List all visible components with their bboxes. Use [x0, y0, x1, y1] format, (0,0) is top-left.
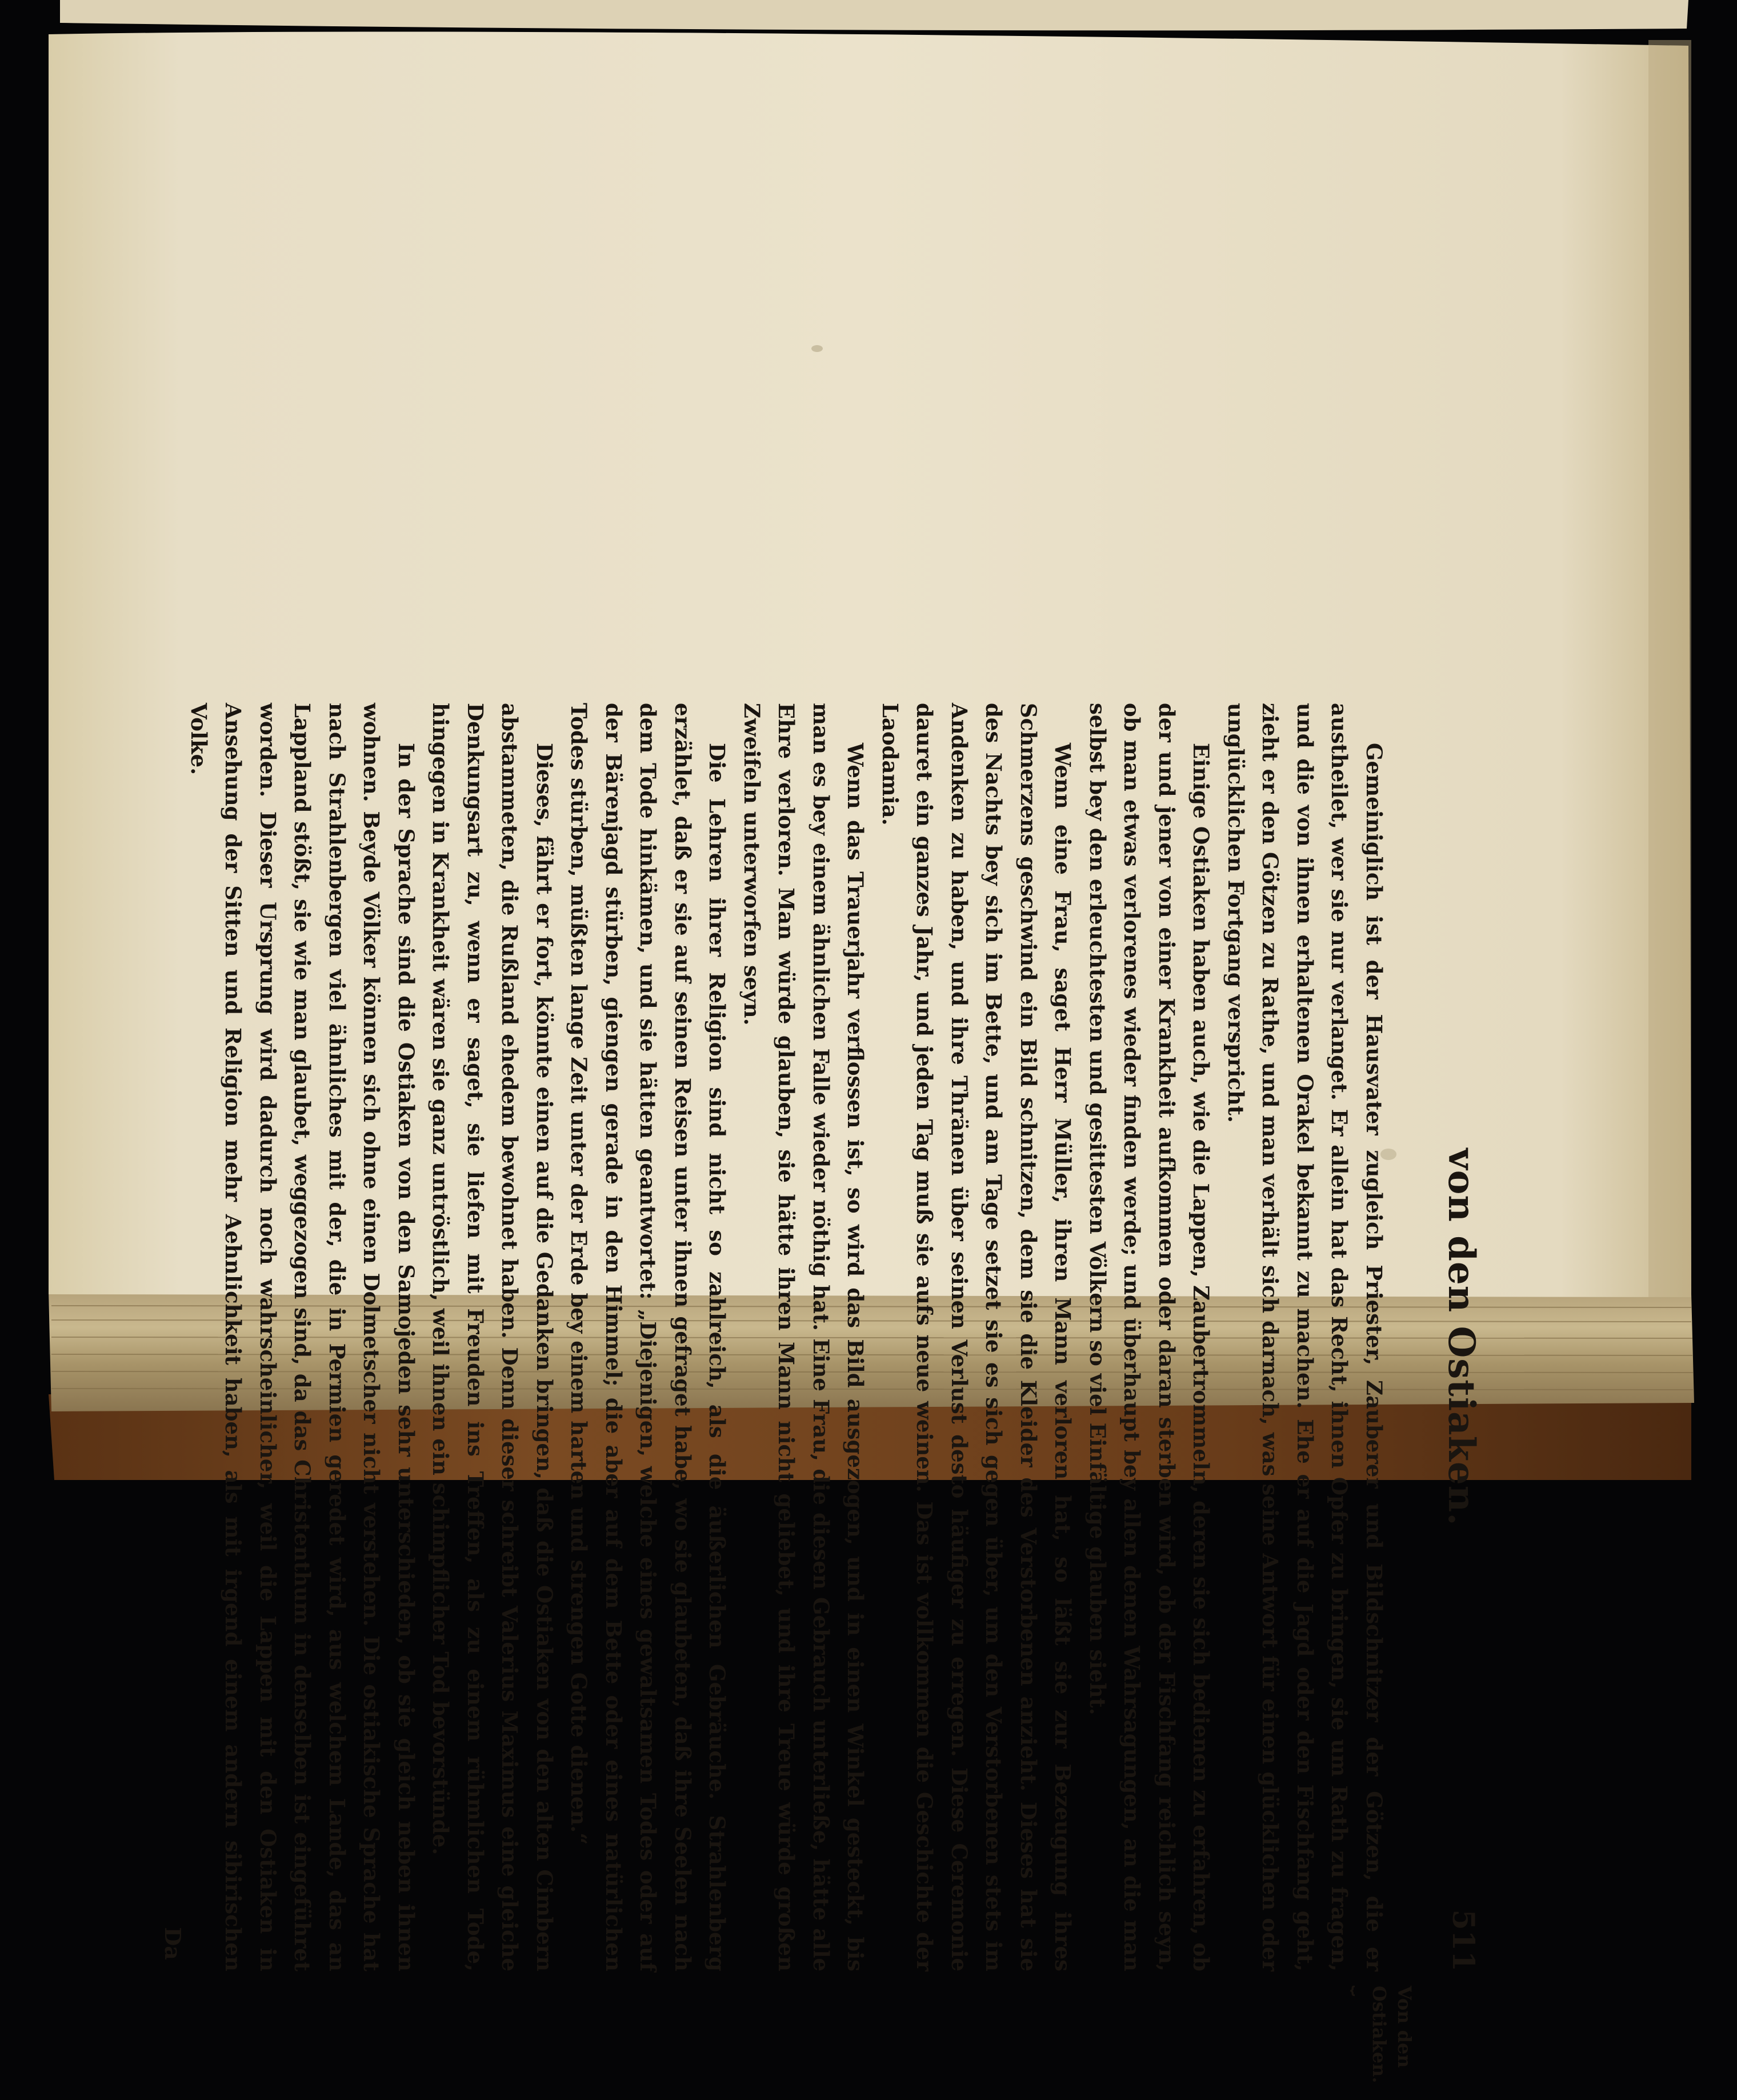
paragraph: Wenn das Trauerjahr verflossen ist, so wird das Bild ausgezogen, und in einen Winkel gesteckt, bis man es bey einem ähnlichen Falle wieder nöthig hat. Eine Frau, die diesen Gebrauch unterließe, hätte alle Ehre verloren. Man würde glauben, sie hätte ihren Mann nicht geliebet, und ihre Treue würde großen Zweifeln unterworfen seyn.: [739, 703, 868, 1971]
body-text: [182, 703, 1392, 1971]
previous-page-strip: [60, 0, 1688, 30]
brace-mark: ⏟: [1351, 1986, 1371, 1996]
page-content: [146, 703, 1483, 2083]
paragraph: Wenn eine Frau, saget Herr Müller, ihren Mann verloren hat, so läßt sie zur Bezeugung ihres Schmerzens geschwind ein Bild schnitzen, dem sie die Kleider des Verstorbenen anzieht. Dieses hat sie des Nachts bey sich im Bette, und am Tage setzet sie es sich gegen über, um den Verstorbenen stets im Andenken zu haben, und ihre Thränen über seinen Verlust desto häufiger zu erregen. Diese Ceremonie dauret ein ganzes Jahr, und jeden Tag muß sie aufs neue weinen. Das ist vollkommen die Geschichte der Laodamia.: [878, 703, 1076, 1971]
catchword: Da: [160, 1927, 186, 1960]
paragraph: Dieses, fährt er fort, könnte einen auf die Gedanken bringen, daß die Ostiaken von den alten Cimbern abstammeten, die Rußland ehedem bewohnet haben. Denn dieser schreibt Valerius Maximus eine gleiche Denkungsart zu, wenn er saget, sie liefen mit Freuden ins Treffen, als zu einem rühmlichen Tode, hingegen in Krankheit wären sie ganz untröstlich, weil ihnen ein schimpflicher Tod bevorstünde.: [428, 703, 557, 1971]
running-head: von den Ostiaken.: [1440, 1148, 1483, 1526]
page-header: [1420, 703, 1483, 1971]
page-number: 511: [1446, 1909, 1480, 1971]
margin-note: [1351, 1986, 1417, 2100]
paragraph: In der Sprache sind die Ostiaken von den Samojeden sehr unterschieden, ob sie gleich neben ihnen wohnen. Beyde Völker können sich ohne einen Dolmetscher nicht verstehen. Die ostiakische Sprache hat nach Strahlenbergen viel ähnliches mit der, die in Permien geredet wird, aus welchem Lande, das an Lappland stößt, sie wie man glaubet, weggezogen sind, da das Christenthum in denselben ist eingeführet worden. Dieser Ursprung wird dadurch noch wahrscheinlicher, weil die Lappen mit den Ostiaken in Ansehung der Sitten und Religion mehr Aehnlichkeit haben, als mit irgend einem andern sibirischen Volke.: [186, 703, 419, 1971]
margin-note-line: Von den: [1394, 1986, 1415, 2068]
margin-note-line: Ostiaken.: [1368, 1986, 1390, 2083]
paragraph: Gemeiniglich ist der Hausvater zugleich Priester, Zauberer und Bildschnitzer der Götzen, die er austheilet, wer sie nur verlanget. Er allein hat das Recht, ihnen Opfer zu bringen, sie um Rath zu fragen, und die von ihnen erhaltenen Orakel bekannt zu machen. Ehe er auf die Jagd oder den Fischfang geht, zieht er den Götzen zu Rathe, und man verhält sich darnach, was seine Antwort für einen glücklichen oder unglücklichen Fortgang verspricht.: [1223, 703, 1387, 1971]
paragraph: Einige Ostiaken haben auch, wie die Lappen, Zaubertrommeln, deren sie sich bedienen zu erfahren, ob der und jener von einer Krankheit aufkommen oder daran sterben wird, ob der Fischfang reichlich seyn, ob man etwas verlorenes wieder finden werde; und überhaupt bey allen denen Wahrsagungen, an die man selbst bey den erleuchtesten und gesittesten Völkern so viel Einfältige glauben sieht.: [1085, 703, 1214, 1971]
paragraph: Die Lehren ihrer Religion sind nicht so zahlreich, als die äußerlichen Gebräuche. Strahlenberg erzählet, daß er sie auf seinen Reisen unter ihnen gefraget habe, wo sie glaubeten, daß ihre Seelen nach dem Tode hinkämen, und sie hätten geantwortet: „Diejenigen, welche eines gewaltsamen Todes oder auf der Bärenjagd stürben, giengen gerade in den Himmel; die aber auf dem Bette oder eines natürlichen Todes stürben, müßten lange Zeit unter der Erde bey einem harten und strengen Gotte dienen.“: [566, 703, 730, 1971]
